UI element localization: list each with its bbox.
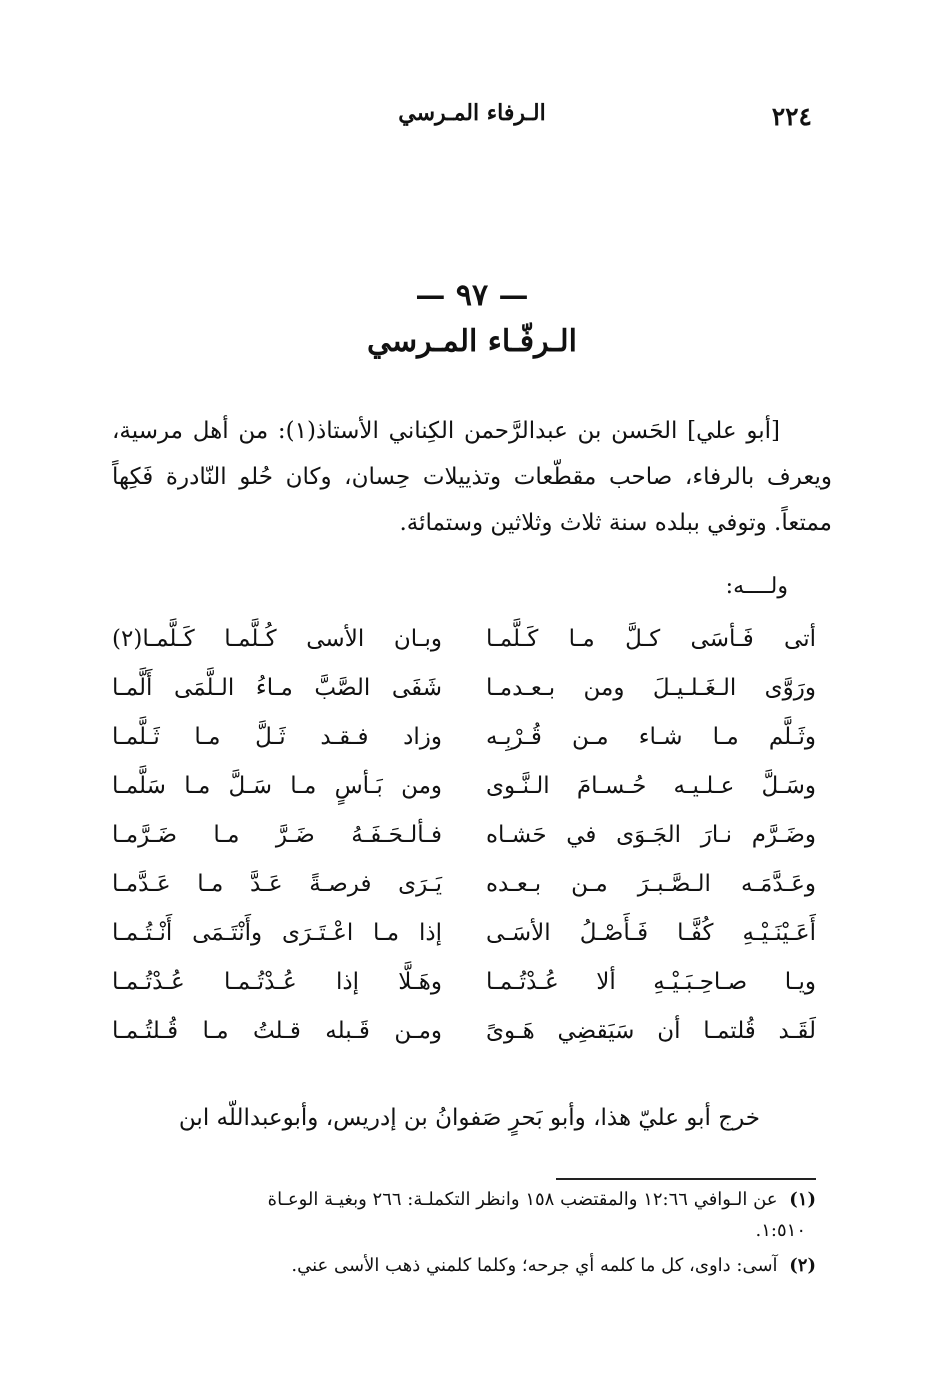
poem-verse xyxy=(112,914,816,963)
entry-title: الـرفّـاء المـرسي xyxy=(367,324,577,359)
verse-first-half: لَقَـد قُلتمـا أن سَيَقضِي هَـوىً xyxy=(486,1018,816,1044)
verse-first-half: ورَوَّى الـغَـلـيـلَ ومن بـعـدمـا xyxy=(486,675,816,701)
poem-verse xyxy=(112,1012,816,1061)
running-title: الـرفاء المـرسي xyxy=(398,100,546,126)
footnote xyxy=(112,1250,816,1281)
entry-number: — ٩٧ — xyxy=(415,278,529,313)
verse-first-half: وسَـلَّ عـلـيـه حُـسـامَ الـنَّـوى xyxy=(486,773,816,799)
poem-intro: ولــــه: xyxy=(725,574,788,599)
poem-verse xyxy=(112,718,816,767)
footnote-divider xyxy=(556,1178,816,1180)
biography-paragraph xyxy=(112,408,832,546)
verse-second-half: وزاد فـقـد ثَـلَّ مـا ثَـلَّمـا xyxy=(112,724,442,750)
page-header xyxy=(110,96,834,136)
verse-first-half: وعَـدَّمَـه الـصَّـبـرَ مـن بـعـده xyxy=(486,871,816,897)
footnote-text: عن الـوافي ١٢:٦٦ والمقتضب ١٥٨ وانظر التكملـة: ٢٦٦ وبغيـة الوعـاة xyxy=(267,1189,778,1210)
footnote-text: آسى: داوى، كل ما كلمه أي جرحه؛ وكلما كلمني ذهب الأسى عني. xyxy=(291,1255,778,1276)
poem-verse xyxy=(112,816,816,865)
footnote-number: (٢) xyxy=(789,1255,816,1276)
poem-verse xyxy=(112,865,816,914)
verse-second-half: إذا مـا اعْـتَـرَى وأَنْتَـمَى أَنْـتُـمـا xyxy=(112,920,442,946)
poem-verse xyxy=(112,669,816,718)
verse-second-half: وهَـلَّا إذا عُـدْتُـمـا عُـدْتُـمـا xyxy=(112,969,442,995)
poem-verse xyxy=(112,620,816,669)
page-number: ٢٢٤ xyxy=(771,102,812,131)
verse-second-half: وبـان الأسى كُـلَّمـا كَـلَّمـا(٢) xyxy=(112,626,442,652)
poem-verse xyxy=(112,963,816,1012)
poem xyxy=(112,620,816,1061)
verse-second-half: ومـن قَـبله قـلتُ مـا قُـلتُـمـا xyxy=(112,1018,442,1044)
footnote-continuation: ١:٥١٠. xyxy=(755,1220,806,1241)
biography-text: [أبو علي] الحَسن بن عبدالرَّحمن الكِناني الأستاذ(١): من أهل مرسية، ويعرف بالرفاء، صاحب مقطّعات وتذييلات حِسان، وكان حُلو النّادرة فَكِهاً ممتعاً. وتوفي ببلده سنة ثلاث وثلاثين وستمائة. xyxy=(112,418,832,536)
footnote-number: (١) xyxy=(789,1189,816,1210)
verse-second-half: يَـرَى فرصـةً عَـدَّ مـا عَـدَّمـا xyxy=(112,871,442,897)
footnote xyxy=(112,1184,816,1215)
verse-first-half: أَعَـيْنَـيْـهِ كُفَّـا فَـأَصْـلُ الأسَـى xyxy=(486,920,816,946)
closing-paragraph: خرج أبو عليّ هذا، وأبو بَحرٍ صَفوانُ بن إدريس، وأبوعبداللّه ابن xyxy=(178,1105,760,1131)
verse-first-half: ويـا صـاحِـبَـيْـهِ ألا عُـدْتُـمـا xyxy=(486,969,816,995)
verse-second-half: ومن بَـأسٍ مـا سَـلَّ مـا سَلَّمـا xyxy=(112,773,442,799)
verse-first-half: وثَـلَّم مـا شـاء مـن قُـرْبِـه xyxy=(486,724,816,750)
poem-verse xyxy=(112,767,816,816)
verse-first-half: أتى فَـأسَى كـلَّ مـا كَـلَّمـا xyxy=(486,626,816,652)
verse-first-half: وضَـرَّم نـارَ الجَـوَى في حَشـاه xyxy=(486,822,816,848)
footnotes xyxy=(112,1184,816,1281)
verse-second-half: شَفَى الصَّبَّ مـاءُ الـلَّمَى أَلَّمـا xyxy=(112,675,442,701)
verse-second-half: فـألـحَـفَـهُ ضَـرَّ مـا ضَـرَّمـا xyxy=(112,822,442,848)
